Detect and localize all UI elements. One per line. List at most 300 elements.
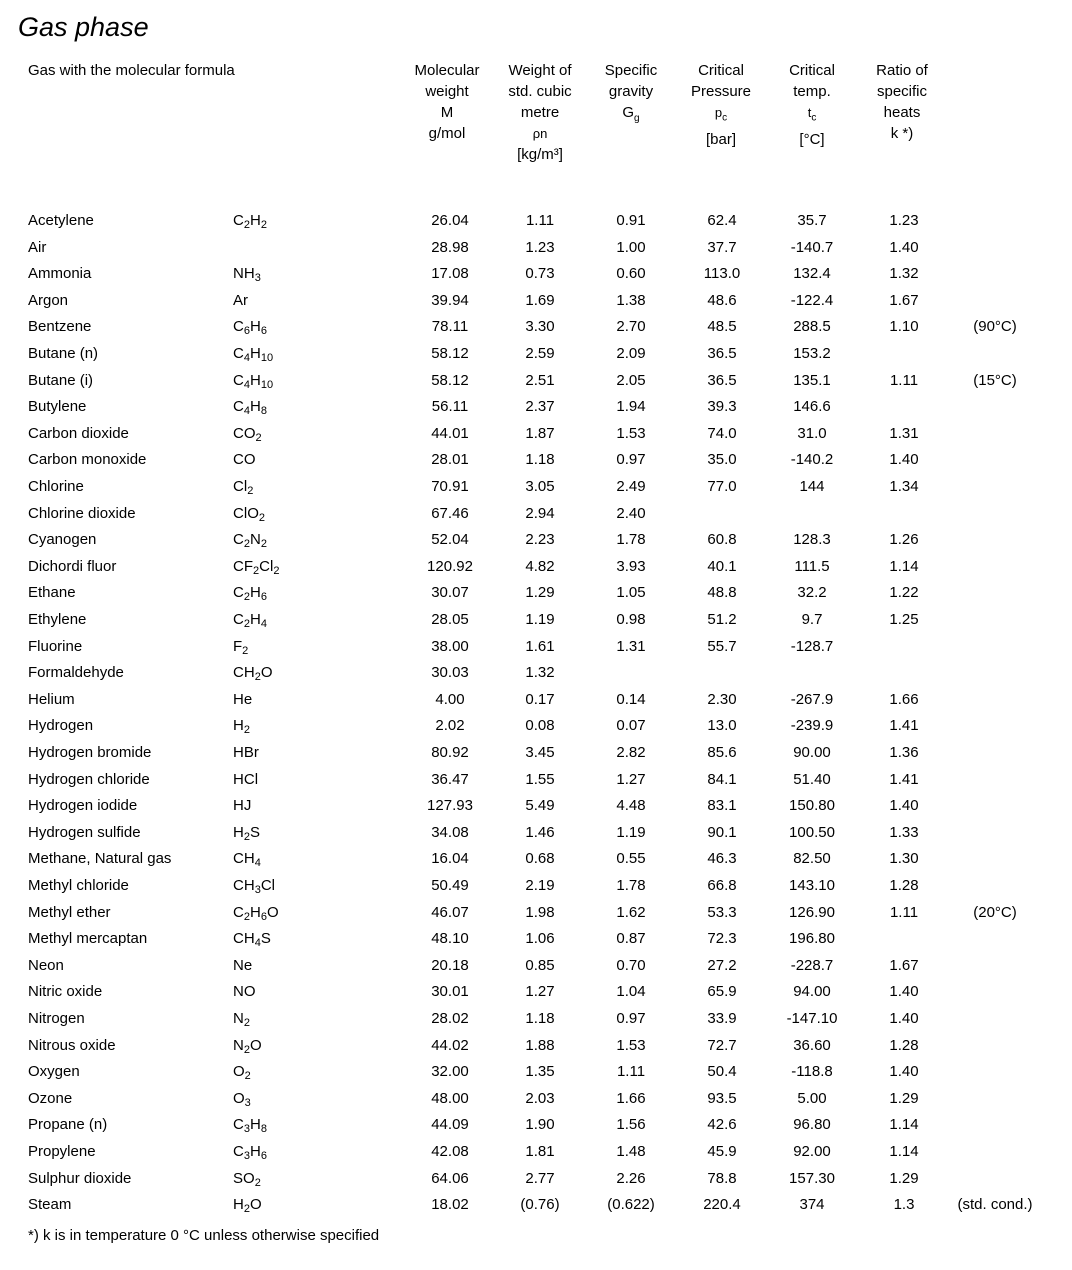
table-row	[0, 261, 1072, 288]
header-line: g/mol	[428, 125, 466, 142]
gas-name: Air	[28, 238, 47, 256]
weight-cell: 2.59	[525, 345, 555, 362]
ratio-k-cell: 1.66	[889, 690, 919, 708]
weight-cell: 1.55	[525, 770, 555, 788]
molecular-formula: HBr	[233, 744, 259, 761]
header-line: Critical	[789, 62, 835, 79]
molecular-weight-cell: 18.02	[431, 1196, 469, 1214]
specific-gravity-cell: 1.27	[616, 770, 646, 788]
table-row	[0, 235, 1072, 262]
critical-temp-cell: 100.50	[789, 823, 835, 841]
critical-pressure-cell: 72.7	[707, 1036, 737, 1054]
ratio-k-cell: 1.29	[889, 1089, 919, 1107]
ratio-k-cell: 1.30	[889, 850, 919, 868]
critical-temp-cell: 135.1	[793, 371, 831, 389]
gas-name: Acetylene	[28, 212, 94, 229]
table-row	[0, 314, 1072, 341]
molecular-formula: $CF_2Cl_2$	[233, 557, 280, 577]
molecular-formula: $NH_3$	[233, 265, 261, 285]
critical-pressure-cell: 13.0	[707, 717, 737, 735]
critical-pressure-cell: 93.5	[707, 1089, 737, 1107]
critical-temp-cell: -122.4	[790, 291, 834, 309]
critical-temp-cell: 9.7	[801, 611, 823, 628]
molecular-formula: $H_2S$	[233, 823, 260, 843]
weight-cell: 1.06	[525, 930, 555, 948]
ratio-k-cell: 1.32	[889, 265, 919, 283]
molecular-weight-cell: 28.98	[431, 238, 469, 256]
molecular-weight-cell: 52.04	[431, 531, 469, 549]
header-line: Ratio of	[876, 62, 928, 79]
critical-temp-cell: -267.9	[790, 690, 834, 708]
molecular-formula: HCl	[233, 770, 259, 788]
table-row	[0, 208, 1072, 235]
critical-pressure-cell: 72.3	[707, 930, 737, 948]
critical-temp-cell: 94.00	[793, 983, 831, 1001]
critical-pressure-cell: 33.9	[707, 1010, 737, 1027]
weight-cell: 1.27	[525, 983, 555, 1001]
gas-name: Bentzene	[28, 318, 92, 336]
molecular-formula: $C_2N_2$	[233, 531, 267, 551]
molecular-weight-cell: 28.01	[431, 451, 469, 469]
table-row	[0, 607, 1072, 634]
specific-gravity-cell: 2.70	[616, 318, 646, 336]
molecular-weight-cell: 2.02	[435, 717, 465, 735]
molecular-weight-cell: 46.07	[431, 903, 469, 921]
molecular-formula: HJ	[233, 797, 252, 815]
ratio-k-cell: 1.28	[889, 877, 919, 894]
molecular-formula: $N_2O$	[233, 1036, 262, 1056]
specific-gravity-cell: 1.56	[616, 1116, 646, 1134]
table-row	[0, 421, 1072, 448]
ratio-specific-heats-header	[857, 60, 947, 144]
critical-pressure-cell: 66.8	[707, 877, 737, 894]
ratio-k-cell: 1.40	[889, 1063, 919, 1081]
critical-pressure-cell: 45.9	[707, 1143, 737, 1160]
critical-temp-cell: 96.80	[793, 1116, 831, 1134]
critical-temp-cell: 5.00	[797, 1089, 827, 1107]
weight-cell: 0.08	[525, 717, 555, 735]
molecular-formula: $CH_4S$	[233, 930, 271, 950]
header-line: Specific	[604, 62, 658, 79]
specific-gravity-cell: 0.55	[616, 850, 646, 868]
critical-temp-cell: -147.10	[786, 1010, 838, 1027]
table-row	[0, 1086, 1072, 1113]
gas-name: Argon	[28, 291, 69, 309]
table-row	[0, 846, 1072, 873]
weight-cell: 2.94	[525, 504, 555, 522]
header-line: Molecular	[414, 62, 480, 79]
weight-cell: 0.68	[525, 850, 555, 868]
molecular-weight-cell: 16.04	[431, 850, 469, 868]
weight-cell: 5.49	[525, 797, 555, 815]
specific-gravity-cell: 1.66	[616, 1089, 646, 1107]
table-row	[0, 634, 1072, 661]
critical-temp-cell: 128.3	[793, 531, 831, 549]
critical-pressure-header	[677, 60, 765, 150]
header-line: weight	[425, 83, 469, 100]
molecular-formula: CO	[233, 451, 256, 469]
critical-pressure-cell: 35.0	[707, 451, 737, 469]
critical-pressure-cell: 65.9	[707, 983, 737, 1001]
specific-gravity-cell: 1.53	[616, 1036, 646, 1054]
critical-temp-cell: -239.9	[790, 717, 834, 735]
critical-temp-cell: 32.2	[797, 584, 827, 602]
critical-pressure-cell: 51.2	[707, 611, 737, 628]
gas-name: Ethane	[28, 584, 76, 602]
table-row	[0, 713, 1072, 740]
critical-temp-cell: 82.50	[793, 850, 831, 868]
critical-temp-cell: 35.7	[797, 212, 827, 229]
specific-gravity-cell: 0.60	[616, 265, 646, 283]
molecular-weight-cell: 67.46	[431, 504, 469, 522]
critical-pressure-cell: 46.3	[707, 850, 737, 868]
molecular-formula: Ar	[233, 291, 249, 309]
specific-gravity-cell: 1.38	[616, 291, 646, 309]
molecular-formula: $CH_2O$	[233, 664, 273, 684]
weight-cell: 2.23	[525, 531, 555, 549]
weight-cell: 1.98	[525, 903, 555, 921]
specific-gravity-cell: 2.40	[616, 504, 646, 522]
table-row	[0, 1166, 1072, 1193]
temperature-note: (20°C)	[973, 903, 1017, 921]
critical-temp-cell: 374	[799, 1196, 825, 1214]
critical-temp-cell: 144	[799, 478, 825, 495]
table-row	[0, 554, 1072, 581]
critical-pressure-cell: 48.5	[707, 318, 737, 336]
table-row	[0, 1112, 1072, 1139]
table-row	[0, 580, 1072, 607]
ratio-k-cell: 1.25	[889, 611, 919, 628]
table-row	[0, 341, 1072, 368]
gas-name: Methyl chloride	[28, 877, 129, 894]
page-title: Gas phase	[18, 12, 149, 42]
specific-gravity-cell: 1.62	[616, 903, 646, 921]
header-line: ρn	[532, 126, 548, 141]
ratio-k-cell: 1.26	[889, 531, 919, 549]
specific-gravity-cell: 1.19	[616, 823, 646, 841]
specific-gravity-cell: 0.97	[616, 1010, 646, 1027]
header-line: temp.	[793, 83, 831, 100]
table-row	[0, 1139, 1072, 1166]
critical-pressure-cell: 78.8	[707, 1169, 737, 1187]
table-row	[0, 873, 1072, 900]
weight-cell: 1.18	[525, 1010, 555, 1027]
gas-name: Methyl ether	[28, 903, 111, 921]
molecular-formula: $CO_2$	[233, 424, 262, 444]
gas-name: Dichordi fluor	[28, 557, 117, 575]
ratio-k-cell: 1.40	[889, 983, 919, 1001]
molecular-formula: $C_4H_8$	[233, 398, 267, 418]
table-row	[0, 474, 1072, 501]
critical-pressure-cell: 55.7	[707, 637, 737, 655]
critical-temp-cell: -228.7	[790, 956, 834, 974]
header-line: Weight of	[508, 62, 572, 79]
gas-name: Chlorine dioxide	[28, 504, 136, 522]
ratio-k-cell: 1.3	[893, 1196, 915, 1214]
molecular-weight-cell: 80.92	[431, 744, 469, 761]
weight-cell: 1.11	[525, 212, 555, 229]
critical-temp-cell: 157.30	[789, 1169, 835, 1187]
weight-cell: 3.45	[525, 744, 555, 761]
gas-name: Ethylene	[28, 611, 87, 628]
critical-pressure-cell: 74.0	[707, 424, 737, 442]
weight-cell: 1.46	[525, 823, 555, 841]
ratio-k-cell: 1.67	[889, 291, 919, 309]
critical-pressure-cell: 53.3	[707, 903, 737, 921]
critical-temp-cell: 90.00	[793, 744, 831, 761]
gas-name: Hydrogen sulfide	[28, 823, 141, 841]
ratio-k-cell: 1.22	[889, 584, 919, 602]
molecular-weight-cell: 30.07	[431, 584, 469, 602]
molecular-weight-cell: 28.02	[431, 1010, 469, 1027]
gas-name: Fluorine	[28, 637, 83, 655]
weight-cell: 1.18	[525, 451, 555, 469]
critical-pressure-cell: 62.4	[707, 212, 737, 229]
critical-pressure-cell: 42.6	[707, 1116, 737, 1134]
critical-temp-cell: 92.00	[793, 1143, 831, 1160]
header-line: M	[440, 104, 454, 121]
specific-gravity-cell: 0.07	[616, 717, 646, 735]
ratio-k-cell: 1.40	[889, 797, 919, 815]
critical-pressure-cell: 2.30	[707, 690, 737, 708]
molecular-weight-cell: 34.08	[431, 823, 469, 841]
molecular-weight-cell: 70.91	[431, 478, 469, 495]
gas-name: Ozone	[28, 1089, 73, 1107]
specific-gravity-cell: 4.48	[616, 797, 646, 815]
temperature-note: (90°C)	[973, 318, 1017, 336]
table-row	[0, 447, 1072, 474]
weight-cell: 1.90	[525, 1116, 555, 1134]
molecular-formula: $O_2$	[233, 1063, 251, 1083]
ratio-k-cell: 1.14	[889, 1143, 919, 1160]
weight-cell: 0.85	[525, 956, 555, 974]
ratio-k-cell: 1.33	[889, 823, 919, 841]
weight-cell: 2.77	[525, 1169, 555, 1187]
molecular-weight-cell: 36.47	[431, 770, 469, 788]
weight-cell: 1.29	[525, 584, 555, 602]
molecular-weight-cell: 30.03	[431, 664, 469, 682]
ratio-k-cell: 1.34	[889, 478, 919, 495]
gas-name: Oxygen	[28, 1063, 80, 1081]
molecular-weight-cell: 44.09	[431, 1116, 469, 1134]
critical-temp-cell: 146.6	[793, 398, 831, 416]
ratio-k-cell: 1.41	[889, 717, 919, 735]
molecular-formula: $O_3$	[233, 1089, 251, 1109]
critical-temp-cell: 153.2	[793, 345, 831, 362]
weight-cell: 3.05	[525, 478, 555, 495]
ratio-k-cell: 1.41	[889, 770, 919, 788]
critical-pressure-cell: 77.0	[707, 478, 737, 495]
temperature-note: (15°C)	[973, 371, 1017, 389]
table-row	[0, 501, 1072, 528]
specific-gravity-cell: 0.14	[616, 690, 646, 708]
critical-temp-cell: 143.10	[789, 877, 835, 894]
specific-gravity-cell: 0.87	[616, 930, 646, 948]
header-line: metre	[520, 104, 560, 121]
weight-cell: 1.87	[525, 424, 555, 442]
table-row	[0, 1033, 1072, 1060]
critical-temp-header	[767, 60, 857, 150]
critical-pressure-cell: 37.7	[707, 238, 737, 256]
critical-temp-cell: 288.5	[793, 318, 831, 336]
specific-gravity-cell: 1.11	[616, 1063, 646, 1081]
header-line: std. cubic	[508, 83, 572, 100]
molecular-weight-header	[405, 60, 489, 144]
header-line: specific	[876, 83, 928, 100]
table-row	[0, 368, 1072, 395]
critical-temp-cell: -128.7	[790, 637, 834, 655]
weight-cell: 1.35	[525, 1063, 555, 1081]
gas-name: Hydrogen chloride	[28, 770, 150, 788]
table-row	[0, 820, 1072, 847]
weight-cell: 1.61	[525, 637, 555, 655]
gas-name: Carbon monoxide	[28, 451, 147, 469]
molecular-formula: $F_2$	[233, 637, 249, 657]
header-line: Critical	[698, 62, 744, 79]
specific-gravity-cell: 2.09	[616, 345, 646, 362]
table-row	[0, 1059, 1072, 1086]
gas-name: Butane (i)	[28, 371, 94, 389]
gas-column-header: Gas with the molecular formula	[28, 62, 235, 79]
molecular-weight-cell: 64.06	[431, 1169, 469, 1187]
weight-cell: 2.03	[525, 1089, 555, 1107]
ratio-k-cell: 1.40	[889, 451, 919, 469]
specific-gravity-cell: 1.04	[616, 983, 646, 1001]
critical-temp-cell: 51.40	[793, 770, 831, 788]
header-line: Pressure	[690, 83, 752, 100]
molecular-weight-cell: 127.93	[427, 797, 473, 815]
weight-cell: 2.19	[525, 877, 555, 894]
ratio-k-cell: 1.14	[889, 557, 919, 575]
molecular-weight-cell: 44.02	[431, 1036, 469, 1054]
critical-pressure-cell: 36.5	[707, 345, 737, 362]
specific-gravity-cell: 1.78	[616, 877, 646, 894]
critical-pressure-cell: 85.6	[707, 744, 737, 761]
molecular-weight-cell: 39.94	[431, 291, 469, 309]
molecular-weight-cell: 48.00	[431, 1089, 469, 1107]
table-row	[0, 793, 1072, 820]
gas-name: Methyl mercaptan	[28, 930, 148, 948]
ratio-k-cell: 1.23	[889, 212, 919, 229]
critical-pressure-cell: 220.4	[703, 1196, 741, 1214]
gas-name: Methane, Natural gas	[28, 850, 172, 868]
weight-cell: 4.82	[525, 557, 555, 575]
table-row	[0, 926, 1072, 953]
molecular-weight-cell: 17.08	[431, 265, 469, 283]
molecular-formula: $C_2H_6O$	[233, 903, 279, 923]
table-row	[0, 660, 1072, 687]
molecular-weight-cell: 58.12	[431, 371, 469, 389]
critical-pressure-cell: 90.1	[707, 823, 737, 841]
specific-gravity-cell: 1.94	[616, 398, 646, 416]
table-row	[0, 979, 1072, 1006]
ratio-k-cell: 1.67	[889, 956, 919, 974]
header-line: [bar]	[705, 130, 736, 148]
header-line: heats	[883, 104, 921, 121]
specific-gravity-cell: 0.98	[616, 611, 646, 628]
molecular-formula: He	[233, 690, 253, 708]
weight-cell: 1.19	[525, 611, 555, 628]
specific-gravity-cell: 1.31	[616, 637, 646, 655]
critical-temp-cell: 31.0	[797, 424, 827, 442]
gas-name: Hydrogen	[28, 717, 94, 735]
weight-cell: 1.81	[525, 1143, 555, 1160]
ratio-k-cell: 1.14	[889, 1116, 919, 1134]
specific-gravity-cell: 3.93	[616, 557, 646, 575]
gas-name: Nitrous oxide	[28, 1036, 116, 1054]
molecular-formula: Ne	[233, 956, 253, 974]
molecular-formula: $CH_3Cl$	[233, 877, 275, 896]
molecular-weight-cell: 28.05	[431, 611, 469, 628]
molecular-formula: $C_6H_6$	[233, 318, 267, 338]
molecular-weight-cell: 26.04	[431, 212, 469, 229]
ratio-k-cell: 1.40	[889, 238, 919, 256]
specific-gravity-header	[585, 60, 677, 129]
specific-gravity-cell: 1.05	[616, 584, 646, 602]
ratio-k-cell: 1.11	[889, 903, 919, 921]
critical-pressure-cell: 27.2	[707, 956, 737, 974]
gas-name: Formaldehyde	[28, 664, 124, 682]
specific-gravity-cell: 1.48	[616, 1143, 646, 1160]
critical-pressure-cell: 60.8	[707, 531, 737, 549]
gas-name: Butane (n)	[28, 345, 99, 362]
weight-cell: 2.37	[525, 398, 555, 416]
critical-temp-cell: 111.5	[794, 557, 830, 575]
specific-gravity-cell: 1.53	[616, 424, 646, 442]
molecular-formula: ClO$_2$	[233, 504, 265, 524]
weight-cell: 2.51	[525, 371, 555, 389]
molecular-formula: $C_2H_4$	[233, 611, 267, 630]
specific-gravity-cell: 0.97	[616, 451, 646, 469]
specific-gravity-cell: 2.26	[616, 1169, 646, 1187]
ratio-k-cell: 1.10	[889, 318, 919, 336]
weight-cell: 3.30	[525, 318, 555, 336]
specific-gravity-cell: 1.78	[616, 531, 646, 549]
gas-name: Ammonia	[28, 265, 92, 283]
specific-gravity-cell: (0.622)	[607, 1196, 655, 1214]
molecular-formula: $C_3H_8$	[233, 1116, 267, 1136]
molecular-formula: $C_2H_6$	[233, 584, 267, 604]
gas-name: Nitrogen	[28, 1010, 85, 1027]
gas-name: Steam	[28, 1196, 72, 1214]
molecular-weight-cell: 30.01	[431, 983, 469, 1001]
critical-pressure-cell: 48.8	[707, 584, 737, 602]
molecular-formula: $C_4H_{10}$	[233, 345, 274, 364]
gas-name: Hydrogen bromide	[28, 744, 152, 761]
molecular-weight-cell: 44.01	[431, 424, 469, 442]
critical-pressure-cell: 40.1	[707, 557, 737, 575]
header-line: $p_c$	[714, 105, 728, 124]
weight-cell: 1.32	[525, 664, 555, 682]
header-line: k *)	[890, 125, 914, 142]
gas-name: Helium	[28, 690, 75, 708]
gas-name: Hydrogen iodide	[28, 797, 138, 815]
gas-name: Carbon dioxide	[28, 424, 129, 442]
weight-cell: 0.73	[525, 265, 555, 283]
critical-pressure-cell: 84.1	[707, 770, 737, 788]
table-row	[0, 394, 1072, 421]
table-row	[0, 740, 1072, 767]
specific-gravity-cell: 0.91	[616, 212, 646, 229]
gas-name: Propylene	[28, 1143, 96, 1160]
specific-gravity-cell: 0.70	[616, 956, 646, 974]
specific-gravity-cell: 2.05	[616, 371, 646, 389]
ratio-k-cell: 1.40	[889, 1010, 919, 1027]
gas-name: Cyanogen	[28, 531, 97, 549]
specific-gravity-cell: 2.82	[616, 744, 646, 761]
molecular-formula: $H_2$	[233, 717, 250, 737]
molecular-formula: $Cl_2$	[233, 478, 254, 497]
